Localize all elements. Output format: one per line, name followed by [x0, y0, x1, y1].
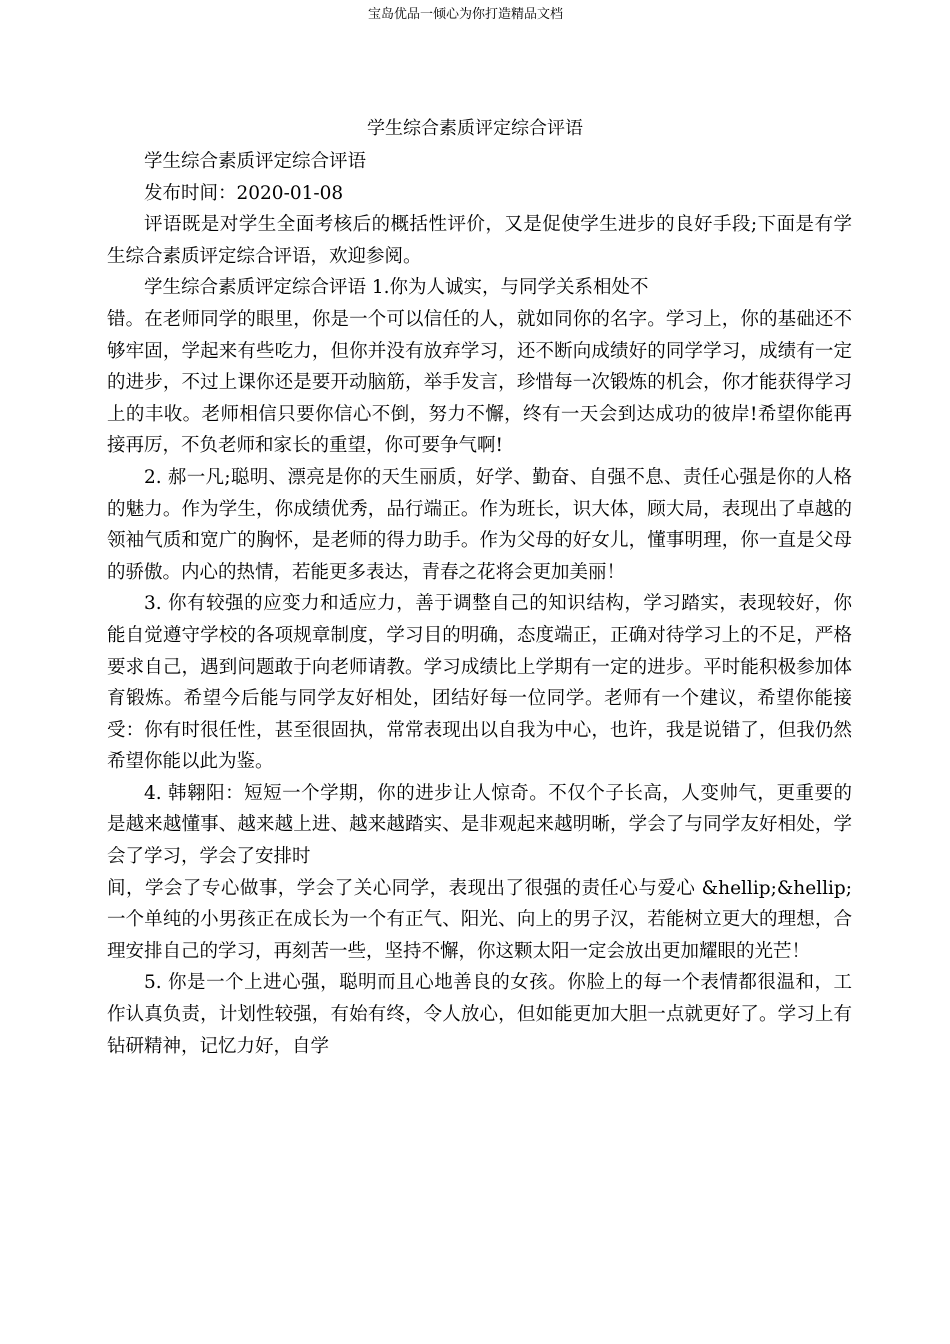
publish-date: 发布时间：2020-01-08	[144, 182, 344, 204]
comment-3: 3. 你有较强的应变力和适应力，善于调整自己的知识结构，学习踏实，表现较好，你能自觉遵守学校的各项规章制度，学习目的明确，态度端正，正确对待学习上的不足，严格要求自己，遇到问题敢于向老师请教。学习成绩比上学期有一定的进步。平时能积极参加体育锻炼。希望今后能与同学友好相处，团结好每一位同学。老师有一个建议，希望你能接受：你有时很任性，甚至很固执，常常表现出以自我为中心，也许，我是说错了，但我仍然希望你能以此为鉴。	[107, 593, 852, 773]
comment-4-lead: 4. 韩翱阳：短短一个学期，你的进步让人惊奇。不仅个子长高，人变帅气，更重要的是越来越懂事、越来越上进、越来越踏实、是非观起来越明晰，学会了与同学友好相处，学会了学习，学会了安排时	[107, 782, 852, 868]
document-subtitle: 学生综合素质评定综合评语	[144, 151, 367, 172]
document-body	[107, 146, 852, 1062]
comment-1-lead: 学生综合素质评定综合评语 1.你为人诚实，与同学关系相处不	[144, 277, 649, 299]
comment-2: 2. 郝一凡;聪明、漂亮是你的天生丽质，好学、勤奋、自强不息、责任心强是你的人格的魅力。作为学生，你成绩优秀，品行端正。作为班长，识大体，顾大局，表现出了卓越的领袖气质和宽广的胸怀，是老师的得力助手。作为父母的好女儿，懂事明理，你一直是父母的骄傲。内心的热情，若能更多表达，青春之花将会更加美丽！	[107, 466, 852, 583]
header-note: 宝岛优品一倾心为你打造精品文档	[368, 7, 564, 22]
intro-paragraph: 评语既是对学生全面考核后的概括性评价，又是促使学生进步的良好手段;下面是有学生综合素质评定综合评语，欢迎参阅。	[107, 214, 852, 267]
comment-1-body: 错。在老师同学的眼里，你是一个可以信任的人，就如同你的名字。学习上，你的基础还不够牢固，学起来有些吃力，但你并没有放弃学习，还不断向成绩好的同学学习，成绩有一定的进步，不过上课你还是要开动脑筋，举手发言，珍惜每一次锻炼的机会，你才能获得学习上的丰收。老师相信只要你信心不倒，努力不懈，终有一天会到达成功的彼岸!希望你能再接再厉，不负老师和家长的重望，你可要争气啊!	[107, 308, 852, 457]
comment-5: 5. 你是一个上进心强，聪明而且心地善良的女孩。你脸上的每一个表情都很温和，工作认真负责，计划性较强，有始有终，令人放心，但如能更加大胆一点就更好了。学习上有钻研精神，记忆力好，自学	[107, 972, 852, 1057]
document-title: 学生综合素质评定综合评语	[367, 118, 583, 139]
comment-4-body: 间，学会了专心做事，学会了关心同学，表现出了很强的责任心与爱心 &hellip;&hellip;一个单纯的小男孩正在成长为一个有正气、阳光、向上的男子汉，若能树立更大的理想，合理安排自己的学习，再刻苦一些，坚持不懈，你这颗太阳一定会放出更加耀眼的光芒！	[107, 877, 852, 962]
